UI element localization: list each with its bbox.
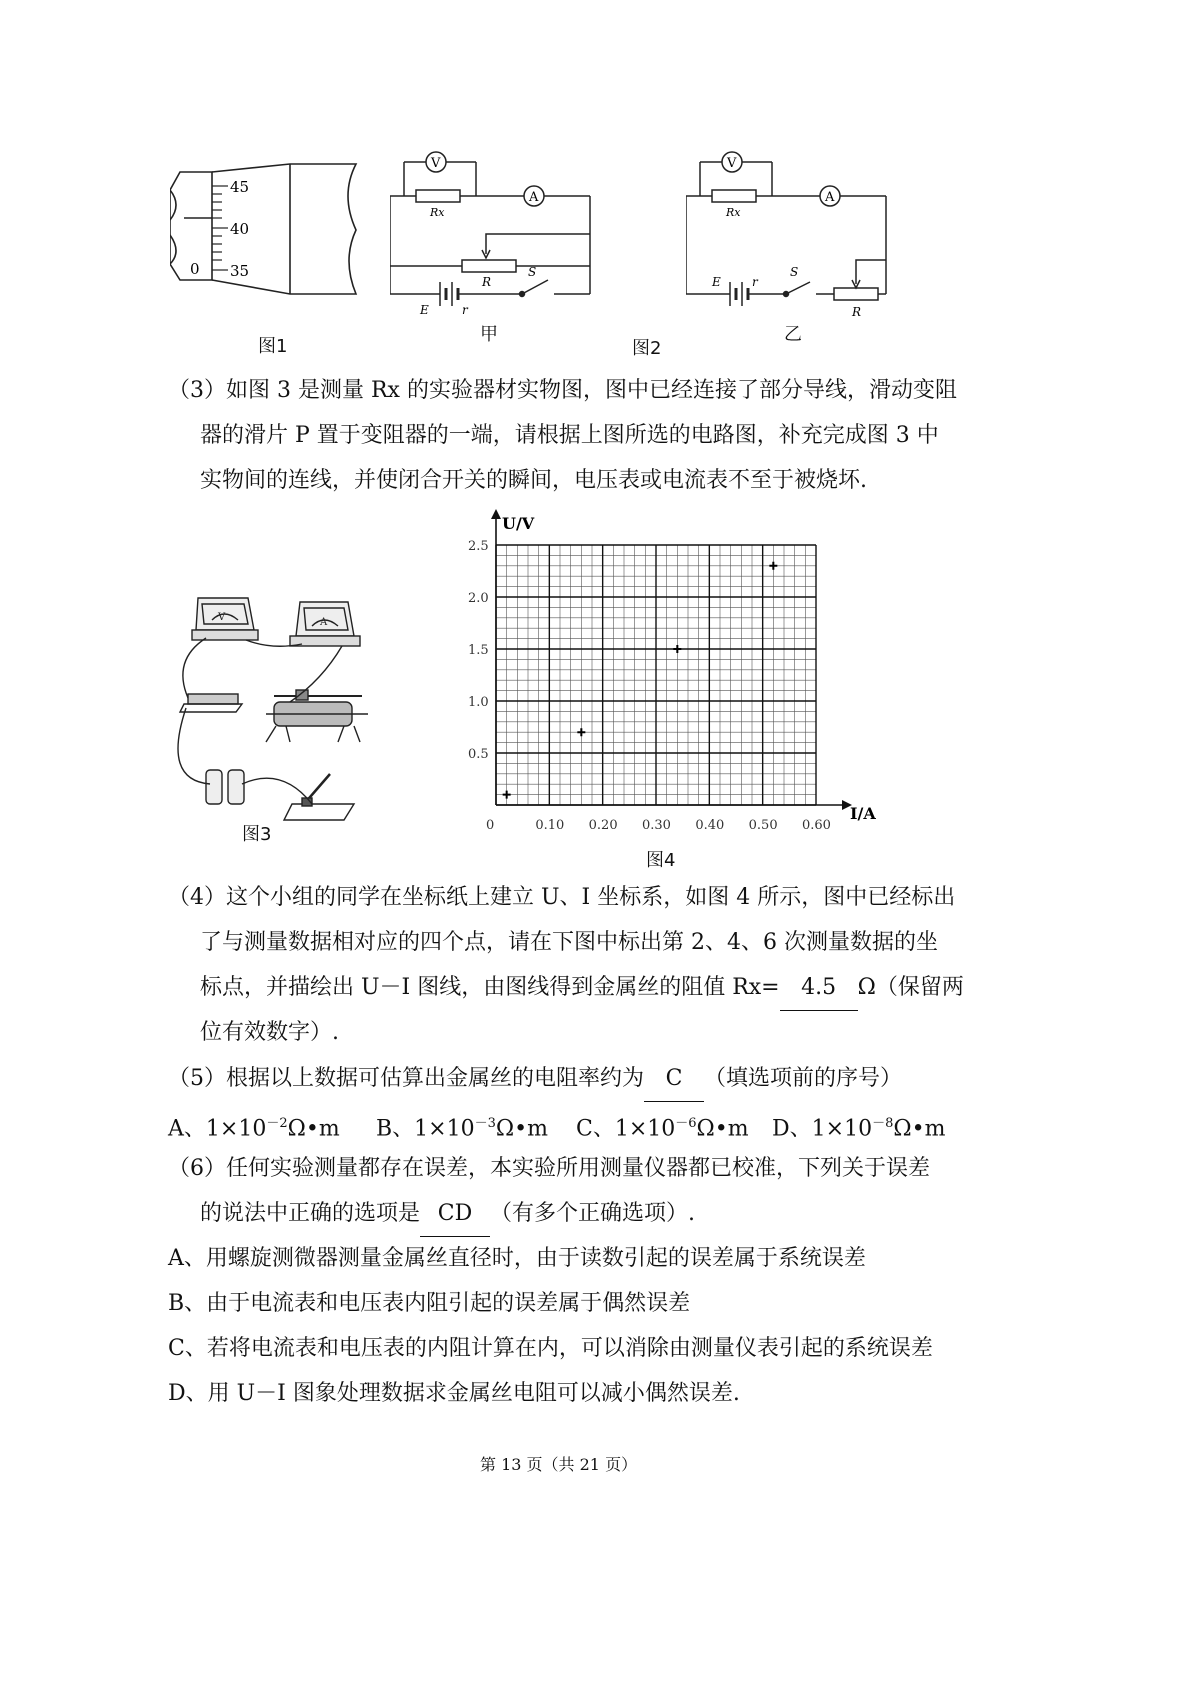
data-point: [673, 645, 681, 653]
y-tick-label: 1.0: [468, 695, 489, 710]
figure-3-caption: 图3: [242, 824, 272, 845]
x-tick-label: 0: [486, 818, 495, 833]
jia-switch-label: S: [528, 265, 537, 279]
q5-stem-tail: （填选项前的序号）: [704, 1066, 903, 1091]
micrometer-figure: [170, 160, 390, 350]
q5-answer-blank: C: [644, 1056, 704, 1102]
q6-option-a: A、用螺旋测微器测量金属丝直径时，由于读数引起的误差属于系统误差: [168, 1246, 866, 1271]
micrometer-label-35: 35: [230, 262, 250, 280]
apparatus-figure: [162, 590, 422, 830]
q4-line-3-text: 标点，并描绘出 U－I 图线，由图线得到金属丝的阻值 Rx=: [200, 975, 780, 1000]
q6-option-d: D、用 U－I 图象处理数据求金属丝电阻可以减小偶然误差.: [168, 1381, 740, 1406]
q5-option-c: C、$1\times 10^{-6}\Omega•m$: [576, 1116, 749, 1142]
q6-option-c: C、若将电流表和电压表的内阻计算在内，可以消除由测量仪表引起的系统误差: [168, 1336, 933, 1361]
q3-line-2: 器的滑片 P 置于变阻器的一端，请根据上图所选的电路图，补充完成图 3 中: [200, 423, 939, 448]
chart-grid-major: [496, 545, 816, 805]
jia-voltmeter-symbol: V: [431, 156, 441, 171]
jia-rx-label: Rx: [430, 206, 445, 219]
q5-option-d: D、$1\times 10^{-8}\Omega•m$: [772, 1116, 946, 1142]
circuit-yi: [686, 142, 896, 322]
yi-switch-label: S: [790, 265, 799, 279]
data-point: [769, 562, 777, 570]
q6-answer-blank: CD: [420, 1191, 490, 1237]
jia-r-label: R: [482, 275, 492, 289]
data-point: [577, 728, 585, 736]
svg-text:V: V: [218, 612, 226, 623]
jia-emf-label: E: [420, 303, 429, 317]
yi-emf-label: E: [712, 275, 721, 289]
yi-rx-label: Rx: [726, 206, 741, 219]
q6-line-2: [168, 1191, 695, 1237]
yi-internal-r-label: r: [752, 275, 758, 289]
chart-y-ticks: [468, 539, 489, 762]
q6-line-2-text: 的说法中正确的选项是: [200, 1201, 421, 1226]
q6-option-b: B、由于电流表和电压表内阻引起的误差属于偶然误差: [168, 1291, 691, 1316]
q5-stem: [168, 1056, 902, 1102]
circuit-jia-label: 甲: [480, 324, 498, 345]
jia-ammeter-symbol: A: [529, 190, 539, 205]
x-tick-label: 0.30: [642, 818, 671, 833]
figure-1-caption: 图1: [258, 336, 288, 357]
chart-x-ticks: [486, 818, 831, 833]
x-tick-label: 0.60: [802, 818, 831, 833]
figure-4-caption: 图4: [646, 850, 676, 871]
y-tick-label: 0.5: [468, 747, 489, 762]
chart-y-axis-label: U/V: [502, 514, 535, 533]
micrometer-zero-label: 0: [190, 260, 200, 278]
q6-line-1: （6）任何实验测量都存在误差，本实验所用测量仪器都已校准，下列关于误差: [168, 1156, 930, 1181]
y-axis-arrow: [491, 509, 501, 519]
ui-chart: [460, 505, 890, 845]
yi-voltmeter-symbol: V: [727, 156, 737, 171]
x-tick-label: 0.20: [588, 818, 618, 833]
q4-answer-blank: 4.5: [780, 965, 858, 1011]
yi-ammeter-symbol: A: [825, 190, 835, 205]
q5-option-a: A、$1\times 10^{-2}\Omega•m$: [168, 1116, 340, 1142]
q3-line-1: （3）如图 3 是测量 Rx 的实验器材实物图，图中已经连接了部分导线，滑动变阻: [168, 378, 957, 403]
y-tick-label: 1.5: [468, 643, 489, 658]
circuit-jia: [390, 142, 600, 322]
x-tick-label: 0.10: [535, 818, 565, 833]
x-tick-label: 0.50: [748, 818, 778, 833]
svg-text:A: A: [320, 617, 328, 628]
micrometer-label-45: 45: [230, 178, 250, 196]
q4-line-3: [168, 965, 964, 1011]
page-number: 第 13 页（共 21 页）: [480, 1455, 638, 1474]
chart-x-axis-label: I/A: [850, 804, 876, 823]
jia-internal-r-label: r: [462, 303, 468, 317]
q4-line-1: （4）这个小组的同学在坐标纸上建立 U、I 坐标系，如图 4 所示，图中已经标出: [168, 885, 956, 910]
q3-line-3: 实物间的连线，并使闭合开关的瞬间，电压表或电流表不至于被烧坏.: [200, 468, 867, 493]
q5-option-b: B、$1\times 10^{-3}\Omega•m$: [376, 1116, 548, 1142]
q4-line-4: 位有效数字）.: [200, 1020, 339, 1045]
circuit-yi-label: 乙: [784, 324, 802, 345]
q6-line-2-tail: （有多个正确选项）.: [490, 1201, 696, 1226]
yi-r-label: R: [852, 305, 862, 319]
q4-line-3-tail: Ω（保留两: [857, 975, 964, 1000]
q5-stem-text: （5）根据以上数据可估算出金属丝的电阻率约为: [168, 1066, 644, 1091]
q4-line-2: 了与测量数据相对应的四个点，请在下图中标出第 2、4、6 次测量数据的坐: [200, 930, 938, 955]
micrometer-label-40: 40: [230, 220, 250, 238]
y-tick-label: 2.0: [468, 591, 489, 606]
figure-2-caption: 图2: [632, 338, 662, 359]
y-tick-label: 2.5: [468, 539, 489, 554]
x-tick-label: 0.40: [695, 818, 725, 833]
data-point: [503, 791, 511, 799]
